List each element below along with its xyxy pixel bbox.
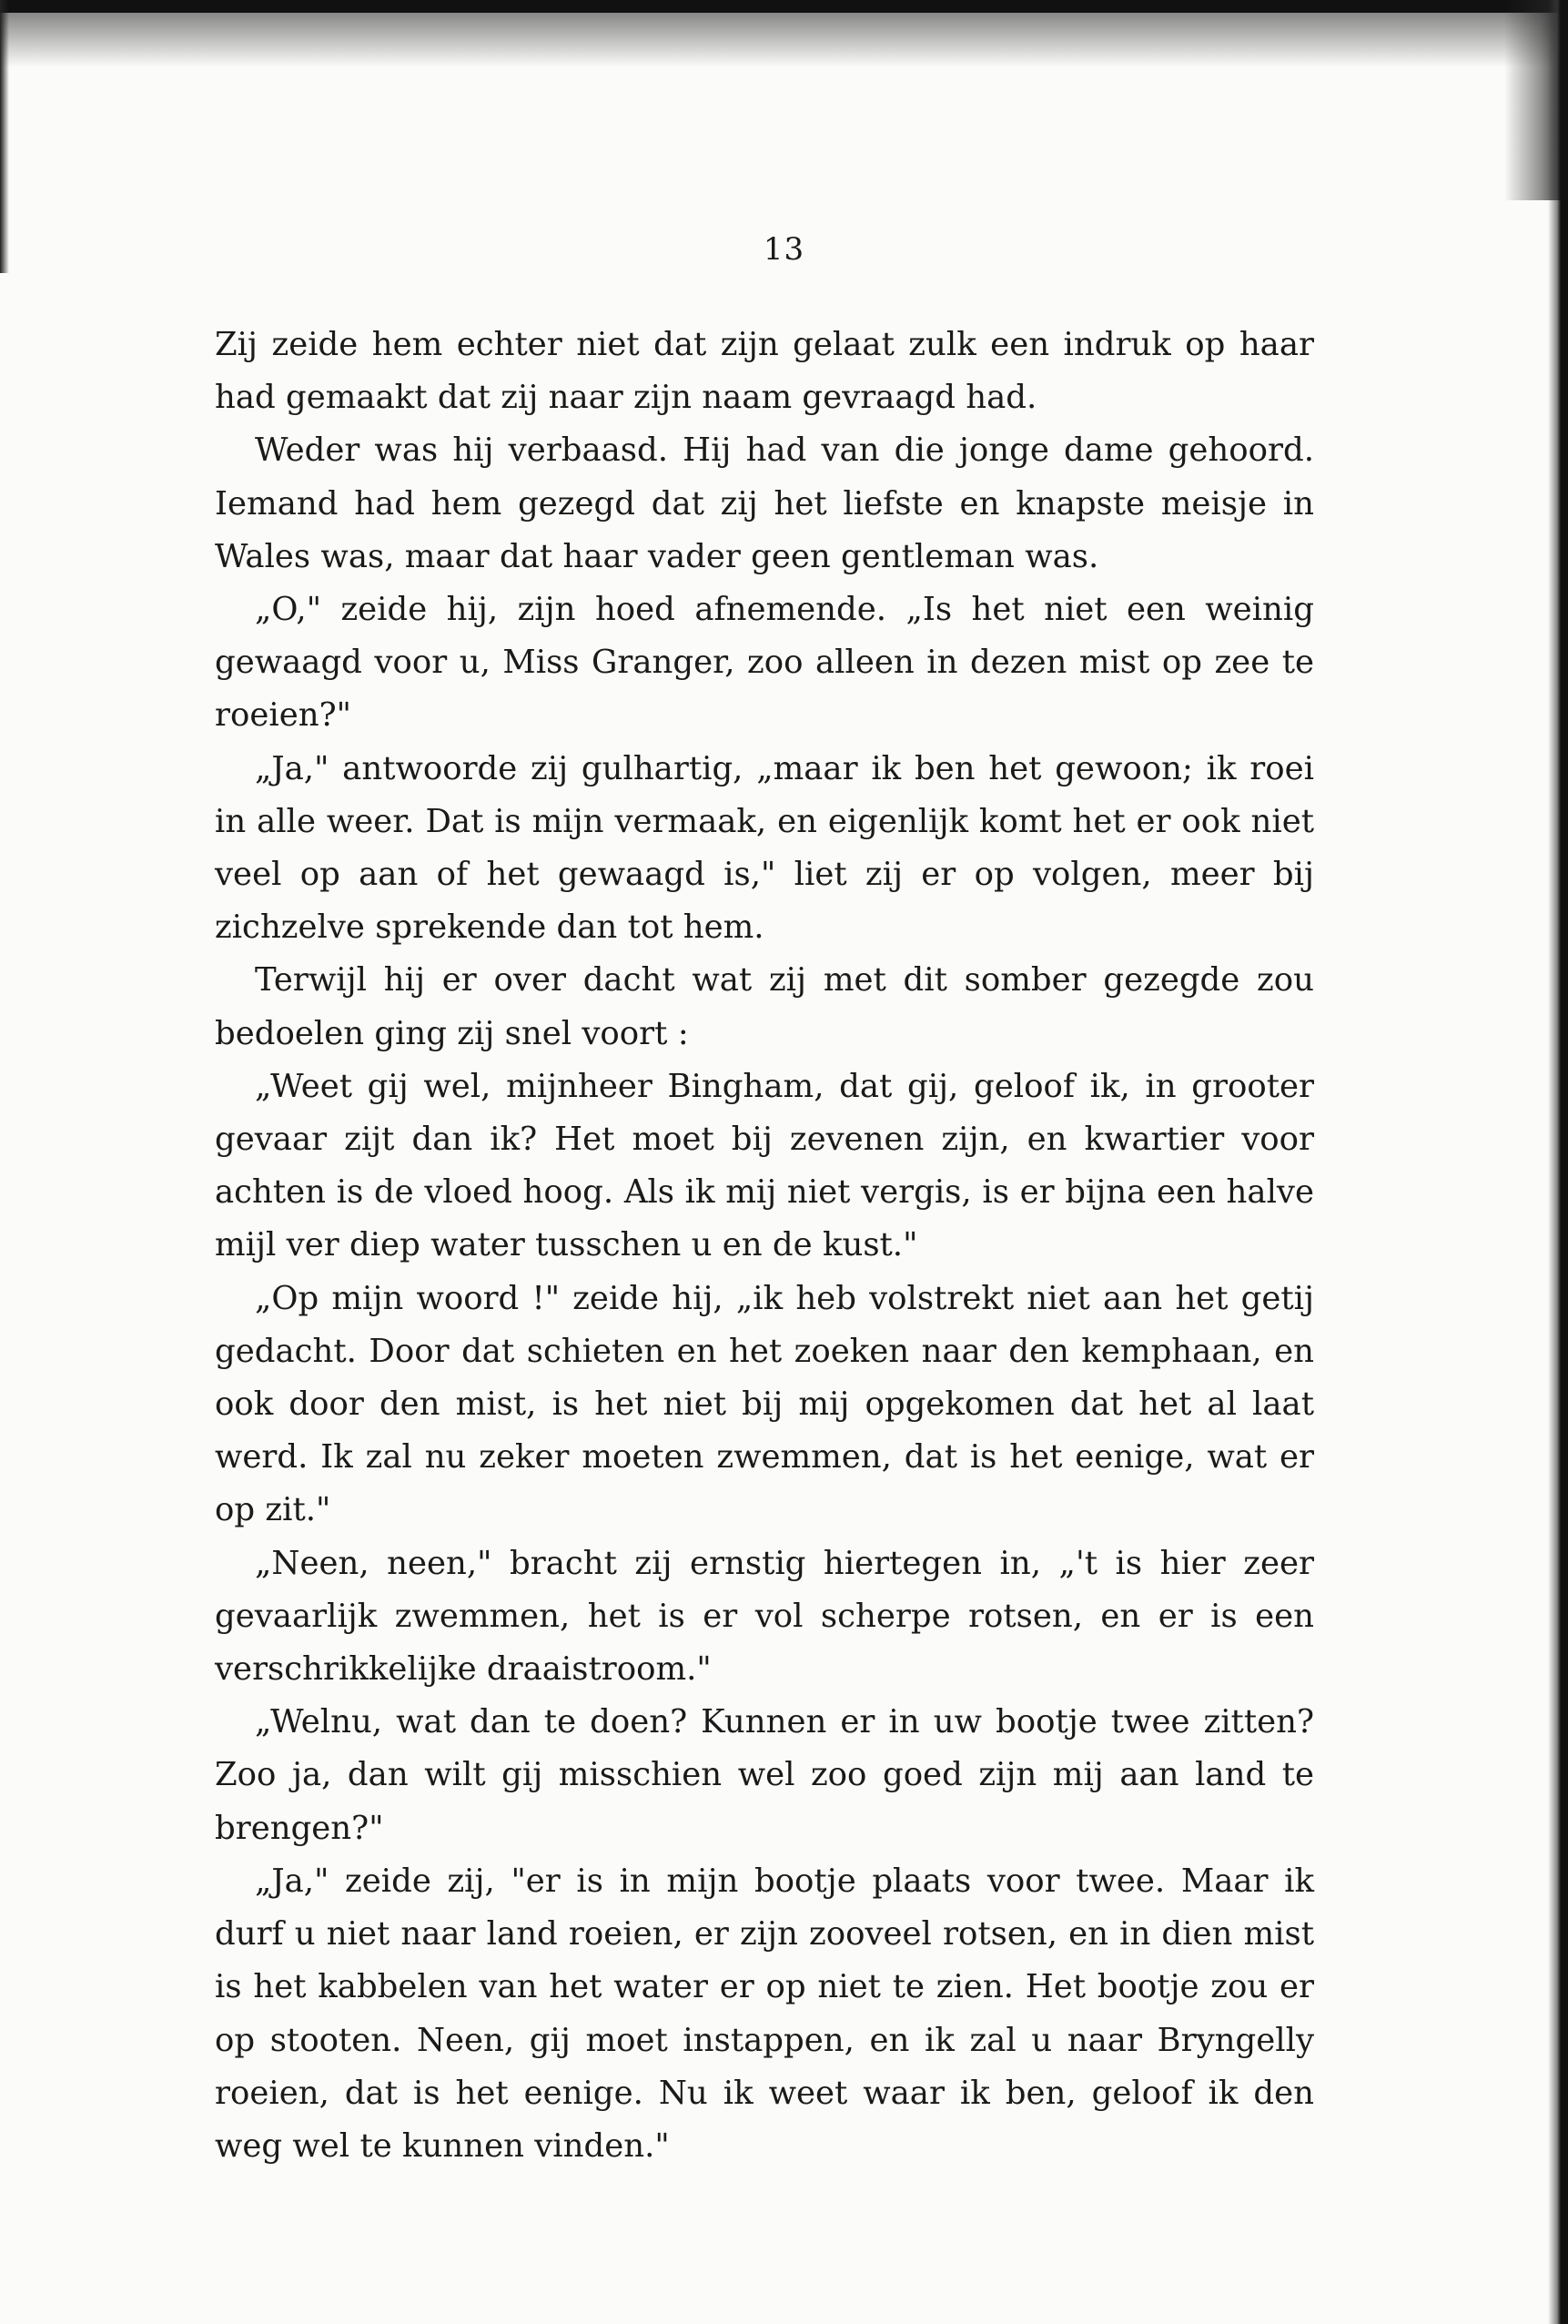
scan-shadow-top bbox=[0, 13, 1568, 67]
paragraph-4: „Ja," antwoorde zij gulhartig, „maar ik ben het gewoon; ik roei in alle weer. Dat is mijn vermaak, en eigenlijk komt het er ook niet veel op aan of het gewaagd is," liet zij er op volgen, meer bij zichzelve sprekende dan tot hem. bbox=[215, 749, 1314, 947]
paragraph-6: „Weet gij wel, mijnheer Bingham, dat gij, geloof ik, in grooter gevaar zijt dan ik? Het moet bij zevenen zijn, en kwartier voor achten is de vloed hoog. Als ik mij niet vergis, is er bijna een halve mijl ver diep water tusschen u en de kust." bbox=[215, 1067, 1314, 1264]
body-text bbox=[215, 319, 1314, 2173]
paragraph-3: „O," zeide hij, zijn hoed afnemende. „Is het niet een weinig gewaagd voor u, Miss Granger, zoo alleen in dezen mist op zee te roeien?" bbox=[215, 591, 1314, 735]
paragraph-7: „Op mijn woord !" zeide hij, „ik heb volstrekt niet aan het getij gedacht. Door dat schieten en het zoeken naar den kemphaan, en ook door den mist, is het niet bij mij opgekomen dat het al laat werd. Ik zal nu zeker moeten zwemmen, dat is het eenige, wat er op zit." bbox=[215, 1279, 1314, 1529]
paragraph-9: „Welnu, wat dan te doen? Kunnen er in uw bootje twee zitten? Zoo ja, dan wilt gij misschien wel zoo goed zijn mij aan land te brengen?" bbox=[215, 1703, 1314, 1847]
paragraph-2: Weder was hij verbaasd. Hij had van die jonge dame gehoord. Iemand had hem gezegd dat zij het liefste en knapste meisje in Wales was, maar dat haar vader geen gentleman was. bbox=[215, 431, 1314, 575]
paragraph-10: „Ja," zeide zij, "er is in mijn bootje plaats voor twee. Maar ik durf u niet naar land roeien, er zijn zooveel rotsen, en in dien mist is het kabbelen van het water er op niet te zien. Het bootje zou er op stooten. Neen, gij moet instappen, en ik zal u naar Bryngelly roeien, dat is het eenige. Nu ik weet waar ik ben, geloof ik den weg wel te kunnen vinden." bbox=[215, 1862, 1314, 2165]
scan-edge-top bbox=[0, 0, 1568, 13]
paragraph-1: Zij zeide hem echter niet dat zijn gelaat zulk een indruk op haar had gemaakt dat zij naar zijn naam gevraagd had. bbox=[215, 326, 1314, 417]
paragraph-5: Terwijl hij er over dacht wat zij met dit somber gezegde zou bedoelen ging zij snel voort : bbox=[215, 961, 1314, 1052]
scan-edge-right bbox=[1548, 0, 1568, 2324]
paragraph-8: „Neen, neen," bracht zij ernstig hiertegen in, „'t is hier zeer gevaarlijk zwemmen, het is er vol scherpe rotsen, en er is een verschrikkelijke draaistroom." bbox=[215, 1544, 1314, 1689]
page-number: 13 bbox=[763, 231, 805, 268]
